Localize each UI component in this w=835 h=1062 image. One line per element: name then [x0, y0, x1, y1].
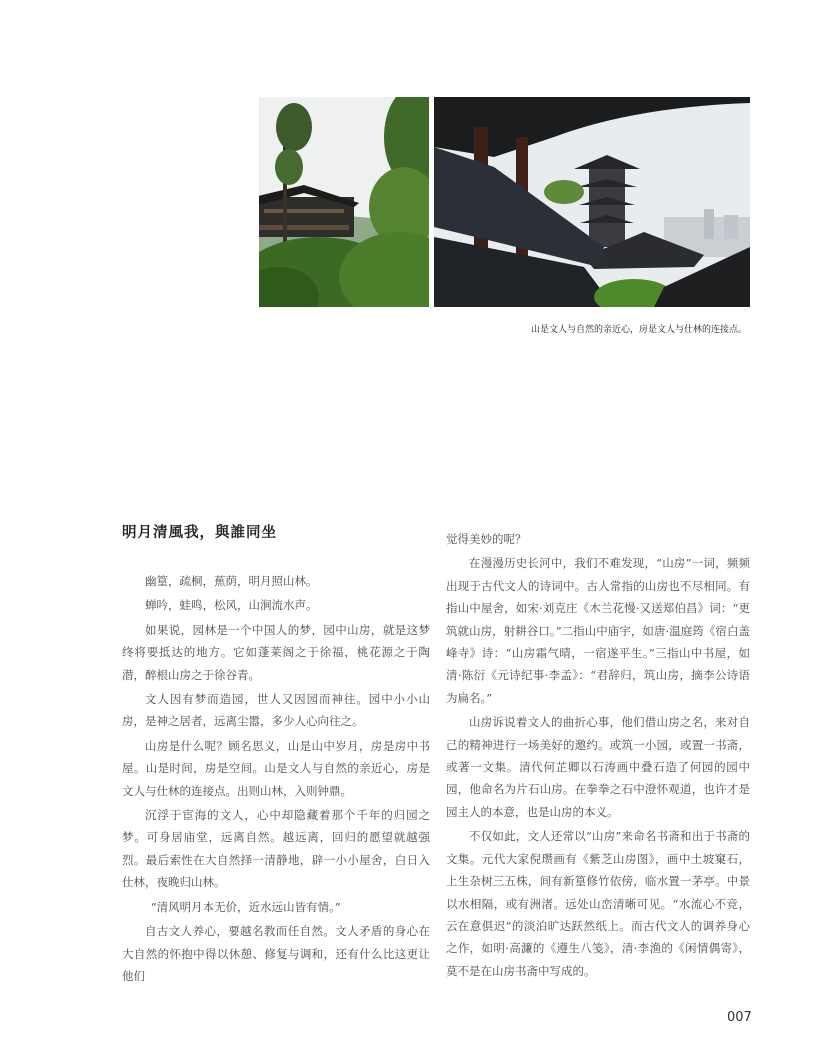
paragraph: 如果说，园林是一个中国人的梦，园中山房，就是这梦终将要抵达的地方。它如蓬莱阁之于徐福，桃花源之于陶潜，醉根山房之于徐谷青。	[122, 622, 430, 682]
paragraph-continued: 觉得美妙的呢？	[446, 532, 527, 546]
paragraph: 文人因有梦而造园，世人又因园而神往。园中小小山房，是神之居者，远离尘嚣，多少人心向往之。	[122, 692, 430, 729]
paragraph: 在漫漫历史长河中，我们不难发现，“山房”一词，频频出现于古代文人的诗词中。古人常指的山房也不尽相同。有指山中屋舍，如宋·刘克庄《木兰花慢·又送郑伯昌》词：“更筑就山房，射耕谷口。”二指山中庙宇，如唐·温庭筠《宿白盖峰寺》诗：“山房霜气晴，一宿遂平生。”三指山中书屋，如清·陈衍《元诗纪事·李孟》：“君辞归，筑山房，摘李公诗语为扁名。”	[446, 556, 750, 705]
paragraph: 自古文人养心，要越名教而任自然。文人矛盾的身心在大自然的怀抱中得以休憩、修复与调和，还有什么比这更让他们	[122, 924, 430, 983]
paragraph: 不仅如此，文人还常以“山房”来命名书斋和出于书斋的文集。元代大家倪瓒画有《紫芝山房图》，画中土坡窠石，上生杂树三五株，间有新篁修竹依傍，临水置一茅亭。中景以水相隔，或有洲渚。远处山峦清晰可见。“水流心不竞，云在意俱迟”的淡泊旷达跃然纸上。而古代文人的调养身心之作，如明·高濂的《遵生八笺》，清·李渔的《闲情偶寄》，莫不是在山房书斋中写成的。	[446, 829, 750, 978]
photo-temple-pagoda	[434, 97, 750, 307]
section-heading: 明月清風我，與誰同坐	[122, 525, 277, 541]
photo-caption: 山是文人与自然的亲近心，房是文人与仕林的连接点。	[530, 325, 747, 335]
pavilion-trees-image	[259, 97, 429, 307]
right-text-column	[446, 528, 750, 984]
paragraph: 沉浮于宦海的文人，心中却隐藏着那个千年的归园之梦。可身居庙堂，远离自然。越远离，回归的愿望就越强烈。最后索性在大自然择一清静地，辟一小小屋舍，白日入仕林，夜晚归山林。	[122, 808, 430, 890]
photo-pavilion-trees	[259, 97, 429, 307]
quote-paragraph: “清风明月本无价，近水远山皆有情。”	[150, 899, 341, 914]
paragraph: 蝉吟，蛙鸣，松风，山涧流水声。	[145, 598, 318, 613]
paragraph: 幽篁，疏桐，蕉荫，明月照山林。	[145, 574, 318, 588]
temple-pagoda-image	[434, 97, 750, 307]
paragraph: 山房诉说着文人的曲折心事，他们借山房之名，来对自己的精神进行一场美好的邀约。或筑一小园，或置一书斋，或著一文集。清代何芷卿以石涛画中叠石造了何园的园中园，他命名为片石山房。在拳拳之石中澄怀观道，也许才是园主人的本意，也是山房的本义。	[446, 715, 750, 819]
paragraph: 山房是什么呢？顾名思义，山是山中岁月，房是房中书屋。山是时间，房是空间。山是文人与自然的亲近心，房是文人与仕林的连接点。出则山林，入则钟鼎。	[122, 738, 430, 798]
left-text-column	[122, 522, 430, 989]
page-number: 007	[727, 1010, 752, 1025]
